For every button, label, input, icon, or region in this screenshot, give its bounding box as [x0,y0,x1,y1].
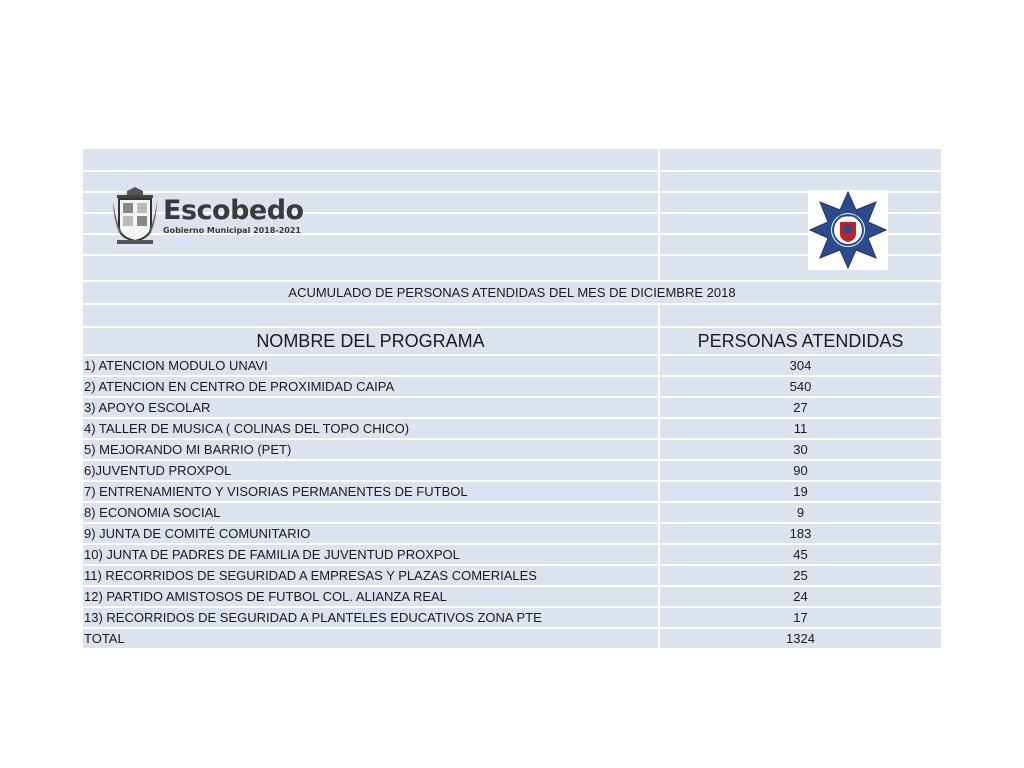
table-row [83,524,941,545]
people-count: 19 [660,482,941,501]
column-header-count: PERSONAS ATENDIDAS [660,328,941,354]
program-name: 8) ECONOMIA SOCIAL [83,503,660,522]
table-row [83,545,941,566]
table-total-row [83,629,941,650]
people-count: 30 [660,440,941,459]
table-row [83,503,941,524]
report-title-row [83,282,941,305]
table-row [83,440,941,461]
escobedo-crest-icon [113,187,157,245]
table-row [83,377,941,398]
total-value: 1324 [660,629,941,648]
police-star-badge-icon [808,190,888,270]
logo-row [83,172,941,259]
blank-row [83,305,941,328]
table-row [83,587,941,608]
table-row [83,356,941,377]
program-name: 10) JUNTA DE PADRES DE FAMILIA DE JUVENTUD PROXPOL [83,545,660,564]
table-row [83,419,941,440]
report-sheet [83,149,941,650]
program-name: 2) ATENCION EN CENTRO DE PROXIMIDAD CAIPA [83,377,660,396]
program-name: 11) RECORRIDOS DE SEGURIDAD A EMPRESAS Y PLAZAS COMERIALES [83,566,660,585]
table-row [83,461,941,482]
municipality-subtitle: Gobierno Municipal 2018-2021 [163,226,301,235]
program-name: 4) TALLER DE MUSICA ( COLINAS DEL TOPO CHICO) [83,419,660,438]
program-name: 1) ATENCION MODULO UNAVI [83,356,660,375]
people-count: 45 [660,545,941,564]
total-label: TOTAL [83,629,660,648]
police-logo [808,190,888,270]
program-name: 3) APOYO ESCOLAR [83,398,660,417]
column-header-program: NOMBRE DEL PROGRAMA [83,328,660,354]
people-count: 17 [660,608,941,627]
program-name: 13) RECORRIDOS DE SEGURIDAD A PLANTELES EDUCATIVOS ZONA PTE [83,608,660,627]
people-count: 540 [660,377,941,396]
municipality-logo [113,187,304,245]
program-name: 6)JUVENTUD PROXPOL [83,461,660,480]
people-count: 304 [660,356,941,375]
program-name: 12) PARTIDO AMISTOSOS DE FUTBOL COL. ALIANZA REAL [83,587,660,606]
people-count: 90 [660,461,941,480]
table-row [83,398,941,419]
blank-row [83,149,941,172]
table-row [83,608,941,629]
report-title: ACUMULADO DE PERSONAS ATENDIDAS DEL MES DE DICIEMBRE 2018 [83,282,941,303]
municipality-name: Escobedo [163,195,304,226]
table-header-row [83,328,941,356]
police-badge-text: SEGURIDAD PUBLICA [829,214,867,218]
people-count: 24 [660,587,941,606]
municipality-logo-cell [83,172,660,259]
program-name: 5) MEJORANDO MI BARRIO (PET) [83,440,660,459]
program-name: 9) JUNTA DE COMITÉ COMUNITARIO [83,524,660,543]
people-count: 25 [660,566,941,585]
people-count: 11 [660,419,941,438]
people-count: 183 [660,524,941,543]
table-row [83,566,941,587]
people-count: 9 [660,503,941,522]
program-name: 7) ENTRENAMIENTO Y VISORIAS PERMANENTES DE FUTBOL [83,482,660,501]
police-logo-cell [660,172,941,259]
people-count: 27 [660,398,941,417]
table-row [83,482,941,503]
